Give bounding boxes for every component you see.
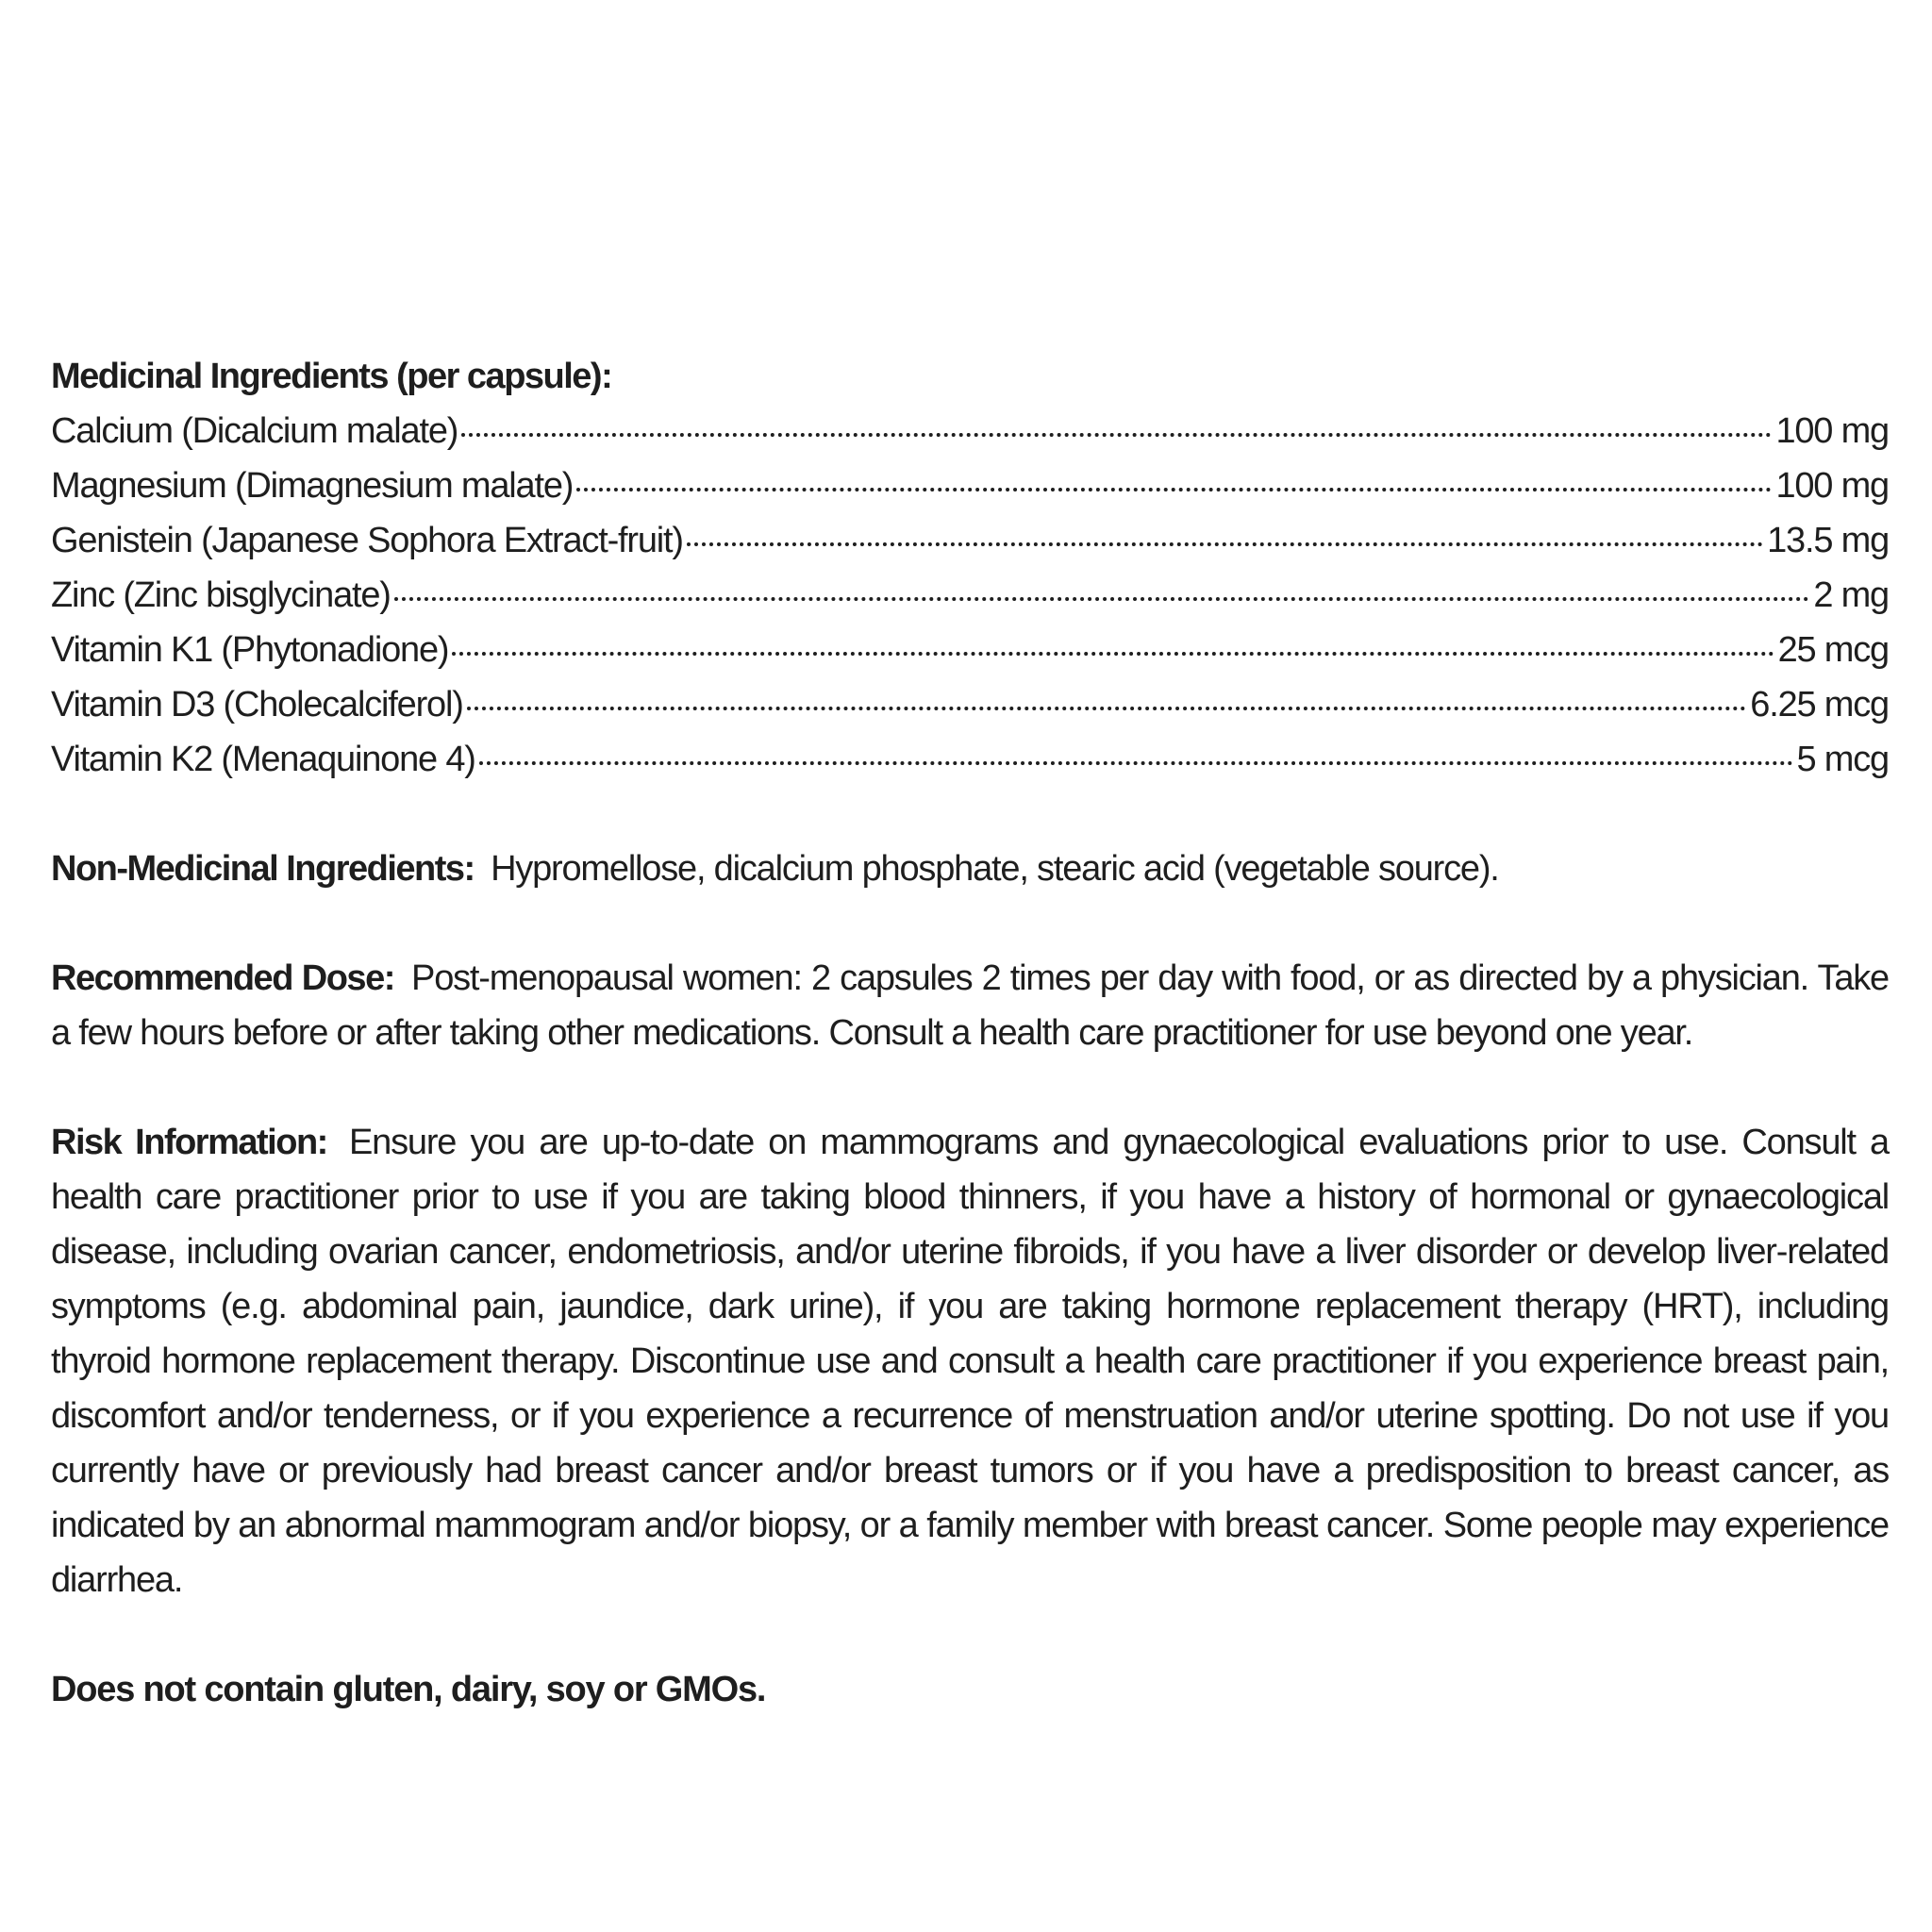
ingredient-name: Zinc (Zinc bisglycinate)	[51, 575, 391, 615]
ingredient-row	[51, 404, 1889, 458]
supplement-label	[51, 349, 1889, 1717]
dot-leader	[687, 542, 1763, 546]
ingredient-amount: 2 mg	[1813, 575, 1889, 615]
ingredient-row	[51, 732, 1889, 787]
ingredient-name: Genistein (Japanese Sophora Extract-fruit)	[51, 521, 683, 560]
medicinal-ingredients-list	[51, 404, 1889, 787]
ingredient-name: Magnesium (Dimagnesium malate)	[51, 466, 574, 506]
ingredient-name: Vitamin K2 (Menaquinone 4)	[51, 740, 475, 779]
ingredient-row	[51, 513, 1889, 568]
recommended-dose-section	[51, 951, 1889, 1060]
ingredient-row	[51, 568, 1889, 623]
ingredient-row	[51, 458, 1889, 513]
dot-leader	[461, 433, 1772, 437]
recommended-dose-heading: Recommended Dose:	[51, 958, 394, 998]
dot-leader	[394, 597, 1810, 601]
ingredient-row	[51, 623, 1889, 677]
ingredient-amount: 100 mg	[1775, 466, 1889, 506]
ingredient-amount: 6.25 mcg	[1750, 685, 1889, 724]
ingredient-amount: 100 mg	[1775, 411, 1889, 451]
ingredient-amount: 13.5 mg	[1767, 521, 1889, 560]
risk-information-section	[51, 1115, 1889, 1607]
non-medicinal-ingredients-section	[51, 841, 1889, 896]
non-medicinal-ingredients-heading: Non-Medicinal Ingredients:	[51, 849, 475, 889]
risk-information-heading: Risk Information:	[51, 1123, 327, 1162]
ingredient-name: Vitamin K1 (Phytonadione)	[51, 630, 449, 670]
dot-leader	[452, 652, 1774, 656]
dot-leader	[467, 707, 1747, 710]
ingredient-name: Vitamin D3 (Cholecalciferol)	[51, 685, 463, 724]
ingredient-name: Calcium (Dicalcium malate)	[51, 411, 458, 451]
dot-leader	[576, 488, 1772, 491]
dot-leader	[479, 761, 1793, 765]
non-medicinal-ingredients-text: Hypromellose, dicalcium phosphate, stearic acid (vegetable source).	[491, 849, 1499, 889]
medicinal-ingredients-heading: Medicinal Ingredients (per capsule):	[51, 357, 612, 396]
allergen-statement: Does not contain gluten, dairy, soy or GMOs.	[51, 1670, 766, 1709]
ingredient-amount: 5 mcg	[1796, 740, 1889, 779]
recommended-dose-text: Post-menopausal women: 2 capsules 2 times per day with food, or as directed by a physician. Take a few hours before or after taking other medications. Consult a health care practitioner for use beyond one year.	[51, 958, 1889, 1053]
risk-information-text: Ensure you are up-to-date on mammograms and gynaecological evaluations prior to use. Consult a health care practitioner prior to use if you are taking blood thinners, if you have a history of hormonal or gynaecological disease, including ovarian cancer, endometriosis, and/or uterine fibroids, if you have a liver disorder or develop liver-related symptoms (e.g. abdominal pain, jaundice, dark urine), if you are taking hormone replacement therapy (HRT), including thyroid hormone replacement therapy. Discontinue use and consult a health care practitioner if you experience breast pain, discomfort and/or tenderness, or if you experience a recurrence of menstruation and/or uterine spotting. Do not use if you currently have or previously had breast cancer and/or breast tumors or if you have a predisposition to breast cancer, as indicated by an abnormal mammogram and/or biopsy, or a family member with breast cancer. Some people may experience diarrhea.	[51, 1123, 1889, 1600]
ingredient-row	[51, 677, 1889, 732]
ingredient-amount: 25 mcg	[1777, 630, 1889, 670]
